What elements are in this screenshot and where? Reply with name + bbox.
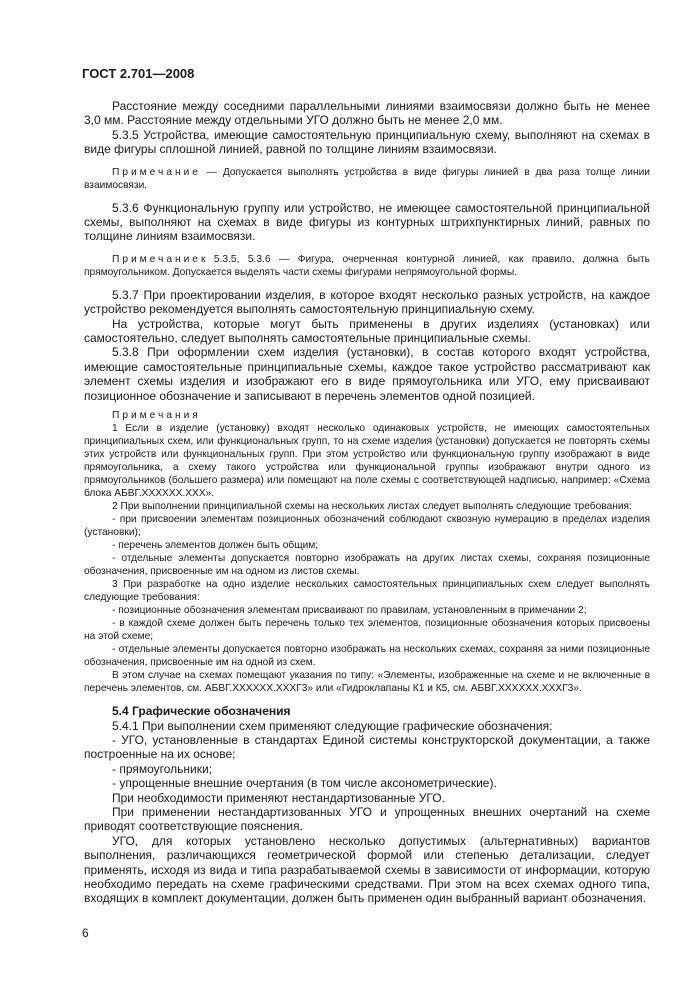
document-body <box>84 99 650 906</box>
note-1: 1 Если в изделие (установку) входят несколько одинаковых устройств, не имеющих самостоятельных принципиальных схем, или функциональных групп, то на схеме изделия (установки) допускается не повторять схемы этих устройств или функциональных групп. При этом устройство или функциональную группу изображают в виде прямоугольника, а схему такого устройства или функциональной группы изображают внутри одного из прямоугольников (большего размера) или помещают на поле схемы с соответствующей надписью, например: «Схема блока АБВГ.XXXXXX.XXX». <box>84 423 650 500</box>
note-label: Примечание <box>112 166 201 178</box>
paragraph-standalone-schemes: На устройства, которые могут быть применены в других изделиях (установках) или самостоятельно, следует выполнять самостоятельные принципиальные схемы. <box>84 316 650 346</box>
section-heading-5-4: 5.4 Графические обозначения <box>112 704 291 719</box>
note-2-item-3: - отдельные элементы допускается повторно изображать на других листах схемы, сохраняя позиционные обозначения, присвоенные им на одном из листов схемы. <box>84 553 650 578</box>
paragraph-nonstandard-ugo: При необходимости применяют нестандартизованные УГО. <box>112 790 445 805</box>
note-3-item-1: - позиционные обозначения элементам присваивают по правилам, установленным в примечании 2; <box>112 605 587 617</box>
note-label: Примечание <box>112 253 201 265</box>
paragraph-explanations: При применении нестандартизованных УГО и упрощенных внешних очертаний на схеме приводят соответствующие пояснения. <box>84 804 650 834</box>
note-5-3-5-5-3-6 <box>84 253 650 279</box>
paragraph-line-spacing: Расстояние между соседними параллельными линиями взаимосвязи должно быть не менее 3,0 мм. Расстояние между отдельными УГО должно быть не менее 2,0 мм. <box>84 99 650 128</box>
note-text: Допускается выполнять устройства в виде фигуры линией в два раза толще линии взаимосвязи. <box>84 166 650 191</box>
clause-5-3-8: 5.3.8 При оформлении схем изделия (установки), в состав которого входят устройства, имеющие самостоятельные принципиальные схемы, каждое такое устройство рассматривают как элемент схемы изделия и изображают его в виде прямоугольника или УГО, ему присваивают позиционное обозначение и записывают в перечень элементов одной позицией. <box>84 345 650 403</box>
clause-5-4-1: 5.4.1 При выполнении схем применяют следующие графические обозначения: <box>112 718 553 733</box>
note-2-item-2: - перечень элементов должен быть общим; <box>112 540 319 552</box>
note-2: 2 При выполнении принципиальной схемы на нескольких листах следует выполнять следующие требования: <box>112 501 632 513</box>
note-3-item-3: - отдельные элементы допускается повторно изображать на нескольких схемах, сохраняя за ними позиционные обозначения, присвоенные им на одной из схем. <box>84 644 650 669</box>
clause-5-3-6: 5.3.6 Функциональную группу или устройство, не имеющее самостоятельной принципиальной схемы, выполняют на схемах в виде фигуры из контурных штрихпунктирных линий, равных по толщине линиям взаимосвязи. <box>84 200 650 244</box>
list-item-rectangles: - прямоугольники; <box>112 761 213 776</box>
note-3: 3 При разработке на одно изделие нескольких самостоятельных принципиальных схем следует выполнять следующие требования: <box>84 579 650 604</box>
paragraph-alternative-variants: УГО, для которых установлено несколько допустимых (альтернативных) вариантов выполнения, различающихся геометрической формой или степенью детализации, следует применять, исходя из вида и типа разрабатываемой схемы в зависимости от информации, которую необходимо передать на схеме графическими средствами. При этом на всех схемах одного типа, входящих в комплект документации, должен быть применен один выбранный вариант обозначения. <box>84 833 650 906</box>
note-3-example: В этом случае на схемах помещают указания по типу: «Элементы, изображенные на схеме и не включенные в перечень элементов, см. АБВГ.XXXXXX.XXXГ3» или «Гидроклапаны К1 и К5, см. АБВГ.XXXXXX.XXXГ3». <box>84 670 650 695</box>
document-header: ГОСТ 2.701—2008 <box>82 66 195 81</box>
note-5-3-5: Примечание — Допускается выполнять устройства в виде фигуры линией в два раза толще линии взаимосвязи. <box>84 166 650 191</box>
page-number: 6 <box>82 926 89 940</box>
list-item-outlines: - упрощенные внешние очертания (в том числе аксонометрические). <box>112 776 497 791</box>
notes-heading: Примечания <box>112 410 201 422</box>
note-3-item-2: - в каждой схеме должен быть перечень только тех элементов, позиционные обозначения которых присвоены на этой схеме; <box>84 618 650 643</box>
note-2-item-1: - при присвоении элементам позиционных обозначений соблюдают сквозную нумерацию в пределах изделия (установки); <box>84 514 650 539</box>
note-text: к 5.3.5, 5.3.6 — Фигура, очерченная контурной линией, как правило, должна быть прямоугольником. Допускается выделять части схемы фигурами непрямоугольной формы. <box>84 253 650 278</box>
list-item-ugo: - УГО, установленные в стандартах Единой системы конструкторской документации, а также построенные на их основе; <box>84 732 650 762</box>
clause-5-3-7: 5.3.7 При проектировании изделия, в которое входят несколько разных устройств, на каждое устройство рекомендуется выполнять самостоятельную принципиальную схему. <box>84 287 650 317</box>
clause-5-3-5: 5.3.5 Устройства, имеющие самостоятельную принципиальную схему, выполняют на схемах в виде фигуры сплошной линией, равной по толщине линиям взаимосвязи. <box>84 127 650 157</box>
